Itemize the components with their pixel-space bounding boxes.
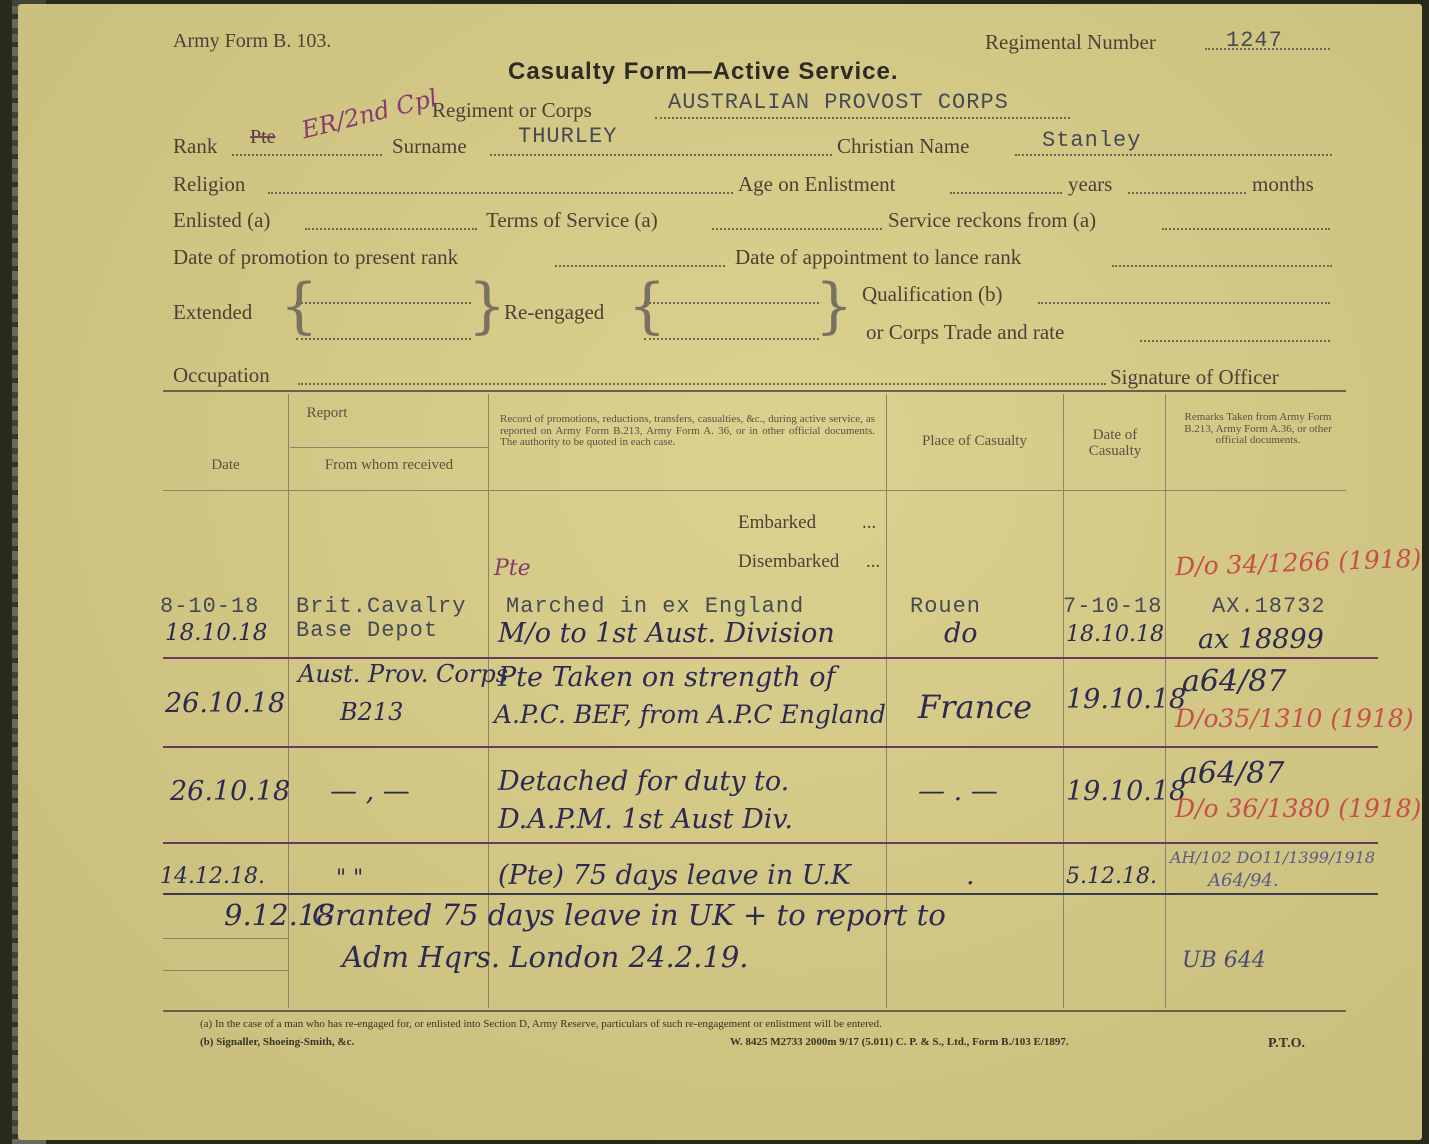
- occupation-label: Occupation: [173, 363, 270, 387]
- surname-label: Surname: [392, 134, 467, 158]
- row6-date-rule-2: [163, 970, 288, 971]
- regiment-line: [655, 117, 1070, 119]
- row5-from: " ": [336, 866, 364, 891]
- reengaged-line-2: [644, 338, 819, 340]
- row5-cdate: 5.12.18.: [1066, 864, 1157, 889]
- religion-label: Religion: [173, 172, 246, 196]
- header-report: Report: [306, 405, 348, 421]
- reckons-label: Service reckons from (a): [888, 208, 1097, 232]
- row5-place: .: [966, 860, 975, 891]
- row6-remarks: UB 644: [1182, 948, 1266, 973]
- row3-from: Aust. Prov. Corps: [298, 660, 509, 688]
- promotion-label: Date of promotion to present rank: [173, 245, 459, 269]
- row2-date: 18.10.18: [165, 620, 268, 646]
- extended-line-2: [296, 338, 471, 340]
- regiment-value: AUSTRALIAN PROVOST CORPS: [668, 90, 1009, 115]
- lance-label: Date of appointment to lance rank: [735, 245, 1022, 269]
- extended-brace-left: {: [280, 271, 319, 341]
- embarked-dots: ...: [862, 512, 877, 533]
- form-id: Army Form B. 103.: [173, 30, 332, 52]
- age-label: Age on Enlistment: [738, 172, 896, 196]
- row1-remarks: AX.18732: [1212, 594, 1326, 619]
- row2-record: M/o to 1st Aust. Division: [498, 618, 835, 649]
- row1-place: Rouen: [910, 594, 982, 619]
- age-years-line: [950, 192, 1062, 194]
- row3-remarks-red: D/o35/1310 (1918): [1175, 704, 1414, 733]
- header-date: Date: [211, 457, 240, 473]
- row5-bottom-rule: [163, 893, 1378, 895]
- extended-label: Extended: [173, 300, 253, 324]
- header-place: Place of Casualty: [922, 433, 1027, 449]
- row5-date: 14.12.18.: [160, 864, 265, 889]
- row2-from: Base Depot: [296, 618, 439, 643]
- pto-label: P.T.O.: [1268, 1036, 1305, 1051]
- footnote-b: (b) Signaller, Shoeing-Smith, &c.: [200, 1036, 355, 1048]
- christian-name-value: Stanley: [1042, 128, 1142, 153]
- row5-remarks-2: A64/94.: [1208, 870, 1279, 891]
- trade-label: or Corps Trade and rate: [866, 320, 1065, 344]
- rank-handwritten: ER/2nd Cpl: [298, 83, 441, 145]
- row3-from-2: B213: [340, 698, 404, 726]
- row2-remarks: ax 18899: [1198, 624, 1324, 655]
- years-label: years: [1068, 172, 1113, 196]
- row3-record: Pte Taken on strength of: [498, 662, 836, 693]
- header-record: Record of promotions, reductions, transfers, casualties, &c., during active service, as reported on Army Form B.213, Army Form A. 36, or in other official documents. The authority to be quoted in each case.: [500, 413, 875, 449]
- extended-line-1: [296, 302, 471, 304]
- reengaged-brace-right: }: [815, 271, 854, 341]
- disembarked-label: Disembarked: [738, 551, 840, 572]
- age-months-line: [1128, 192, 1246, 194]
- row6-record: Granted 75 days leave in UK + to report to: [312, 898, 946, 932]
- row6-date: 9.12.18: [224, 898, 335, 932]
- row5-remarks: AH/102 DO11/1399/1918: [1170, 848, 1376, 867]
- qualification-line: [1038, 302, 1330, 304]
- promotion-line: [555, 265, 725, 267]
- row1-from: Brit.Cavalry: [296, 594, 467, 619]
- trade-line: [1140, 340, 1330, 342]
- col-divider-place: [1063, 394, 1064, 1008]
- row3-record-2: A.P.C. BEF, from A.P.C England: [494, 700, 886, 729]
- row3-remarks: a64/87: [1182, 664, 1287, 699]
- page-title: Casualty Form—Active Service.: [508, 58, 899, 85]
- months-label: months: [1252, 172, 1314, 196]
- embarked-label: Embarked: [738, 512, 817, 533]
- header-casualty-date: Date of Casualty: [1088, 427, 1142, 459]
- row4-bottom-rule: [163, 842, 1378, 844]
- terms-line: [712, 228, 882, 230]
- lance-line: [1112, 265, 1332, 267]
- row1-date: 8-10-18: [160, 594, 260, 619]
- reengaged-brace-left: {: [628, 271, 667, 341]
- surname-value: THURLEY: [518, 124, 618, 149]
- row1-cdate: 7-10-18: [1063, 594, 1163, 619]
- row1-record: Marched in ex England: [506, 594, 805, 619]
- row4-cdate: 19.10.18: [1066, 776, 1187, 807]
- row6-record-2: Adm Hqrs. London 24.2.19.: [342, 940, 749, 974]
- row4-remarks: a64/87: [1180, 756, 1285, 791]
- christian-name-label: Christian Name: [837, 134, 970, 158]
- header-bottom-rule: [163, 490, 1346, 491]
- row3-cdate: 19.10.18: [1066, 684, 1187, 715]
- row2-bottom-rule: [163, 657, 1378, 659]
- religion-line: [268, 192, 733, 194]
- surname-line: [490, 154, 832, 156]
- row6-date-rule: [163, 938, 288, 939]
- regiment-label: Regiment or Corps: [432, 98, 592, 122]
- terms-label: Terms of Service (a): [486, 208, 658, 232]
- enlisted-label: Enlisted (a): [173, 208, 271, 232]
- table-top-rule: [163, 390, 1346, 392]
- row4-from: — , —: [330, 776, 410, 807]
- rank-line: [232, 154, 382, 156]
- report-subheader-rule: [290, 447, 488, 448]
- table-bottom-rule: [163, 1010, 1346, 1012]
- printer-line: W. 8425 M2733 2000m 9/17 (5.011) C. P. & S., Ltd., Form B./103 E/1897.: [730, 1036, 1069, 1048]
- regimental-number-label: Regimental Number: [985, 30, 1156, 54]
- row3-date: 26.10.18: [165, 688, 286, 719]
- row5-record: (Pte) 75 days leave in U.K: [498, 860, 851, 891]
- row3-bottom-rule: [163, 746, 1378, 748]
- signature-label: Signature of Officer: [1110, 365, 1279, 389]
- enlisted-line: [305, 228, 477, 230]
- rank-struck: Pte: [250, 126, 276, 148]
- disembarked-dots: ...: [866, 551, 881, 572]
- reengaged-label: Re-engaged: [504, 300, 605, 324]
- header-remarks: Remarks Taken from Army Form B.213, Army Form A.36, or other official documents.: [1184, 411, 1332, 447]
- row4-record: Detached for duty to.: [498, 766, 790, 797]
- reckons-line: [1162, 228, 1330, 230]
- row3-place: France: [918, 688, 1033, 726]
- remarks-red-note: D/o 34/1266 (1918): [1174, 543, 1422, 582]
- header-from-whom: From whom received: [324, 457, 454, 473]
- pte-note: Pte: [494, 556, 531, 581]
- occupation-line: [298, 383, 1106, 385]
- reengaged-line-1: [644, 302, 819, 304]
- qualification-label: Qualification (b): [862, 282, 1003, 306]
- footnote-a: (a) In the case of a man who has re-engaged for, or enlisted into Section D, Army Reserve, particulars of such re-engagement or enlistment will be entered.: [200, 1018, 882, 1030]
- regimental-number-value: 1247: [1226, 28, 1283, 53]
- rank-label: Rank: [173, 134, 218, 158]
- row4-place: — . —: [918, 776, 998, 807]
- row2-cdate: 18.10.18: [1066, 622, 1164, 647]
- row4-date: 26.10.18: [170, 776, 291, 807]
- row2-place: do: [944, 618, 978, 649]
- row4-remarks-red: D/o 36/1380 (1918): [1175, 794, 1422, 823]
- christian-name-line: [1015, 154, 1332, 156]
- extended-brace-right: }: [468, 271, 507, 341]
- row4-record-2: D.A.P.M. 1st Aust Div.: [498, 804, 793, 835]
